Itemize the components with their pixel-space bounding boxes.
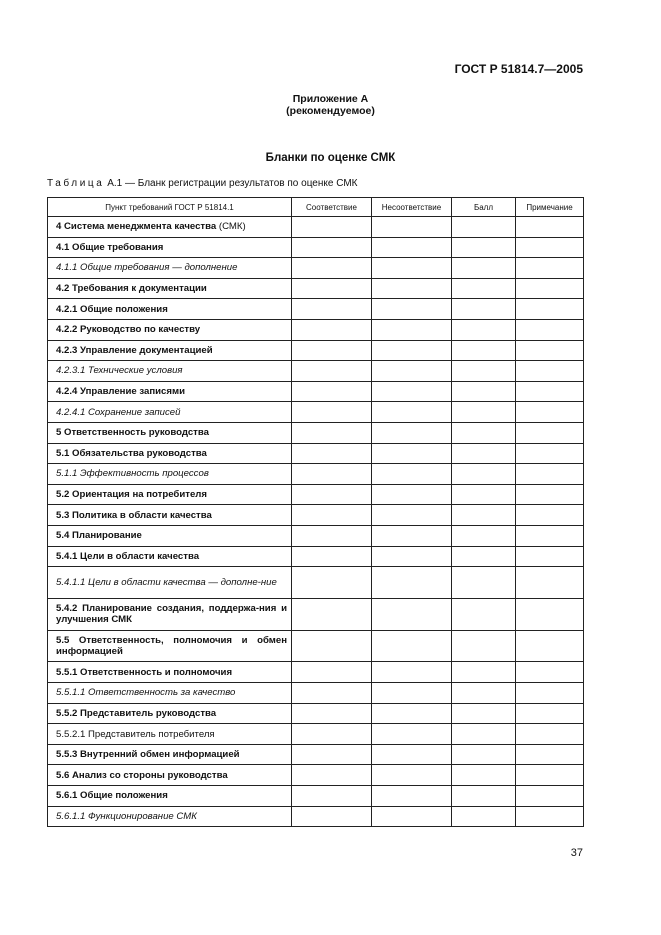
score-cell[interactable]	[452, 299, 516, 320]
document-title: Бланки по оценке СМК	[265, 152, 396, 164]
requirement-cell	[48, 567, 292, 599]
requirement-label: 4.1 Общие требования	[56, 241, 164, 253]
table-row	[48, 724, 584, 745]
requirement-cell	[48, 630, 292, 662]
noncompliance-cell[interactable]	[372, 319, 452, 340]
compliance-cell[interactable]	[292, 381, 372, 402]
score-cell[interactable]	[452, 703, 516, 724]
requirement-cell	[48, 546, 292, 567]
noncompliance-cell[interactable]	[372, 786, 452, 807]
note-cell[interactable]	[516, 598, 584, 630]
noncompliance-cell[interactable]	[372, 567, 452, 599]
compliance-cell[interactable]	[292, 744, 372, 765]
score-cell[interactable]	[452, 278, 516, 299]
noncompliance-cell[interactable]	[372, 703, 452, 724]
compliance-cell[interactable]	[292, 683, 372, 704]
table-caption	[47, 178, 357, 189]
compliance-cell[interactable]	[292, 567, 372, 599]
compliance-cell[interactable]	[292, 258, 372, 279]
requirement-cell	[48, 744, 292, 765]
requirement-label: 5.6.1 Общие положения	[56, 790, 168, 802]
note-cell[interactable]	[516, 765, 584, 786]
noncompliance-cell[interactable]	[372, 630, 452, 662]
score-cell[interactable]	[452, 505, 516, 526]
requirement-cell	[48, 278, 292, 299]
compliance-cell[interactable]	[292, 525, 372, 546]
noncompliance-cell[interactable]	[372, 505, 452, 526]
requirement-label: 5.5.2.1 Представитель потребителя	[56, 728, 215, 740]
table-row	[48, 683, 584, 704]
requirement-label: 5.4.1.1 Цели в области качества — дополне-ние	[56, 576, 277, 588]
requirement-cell	[48, 361, 292, 382]
table-row	[48, 765, 584, 786]
score-cell[interactable]	[452, 546, 516, 567]
score-cell[interactable]	[452, 443, 516, 464]
score-cell[interactable]	[452, 361, 516, 382]
requirement-label: 5 Ответственность руководства	[56, 427, 209, 439]
compliance-cell[interactable]	[292, 422, 372, 443]
compliance-cell[interactable]	[292, 806, 372, 827]
score-cell[interactable]	[452, 402, 516, 423]
score-cell[interactable]	[452, 724, 516, 745]
appendix-title: Приложение А	[292, 93, 369, 105]
note-cell[interactable]	[516, 217, 584, 238]
table-row	[48, 505, 584, 526]
noncompliance-cell[interactable]	[372, 598, 452, 630]
requirement-label: 5.1 Обязательства руководства	[56, 447, 207, 459]
requirement-label: 4.2.1 Общие положения	[56, 303, 168, 315]
noncompliance-cell[interactable]	[372, 258, 452, 279]
requirement-cell	[48, 258, 292, 279]
noncompliance-cell[interactable]	[372, 546, 452, 567]
requirement-label: 5.6 Анализ со стороны руководства	[56, 769, 228, 781]
note-cell[interactable]	[516, 402, 584, 423]
noncompliance-cell[interactable]	[372, 422, 452, 443]
noncompliance-cell[interactable]	[372, 361, 452, 382]
note-cell[interactable]	[516, 422, 584, 443]
requirement-label-suffix: (СМК)	[216, 221, 246, 233]
requirement-cell	[48, 703, 292, 724]
requirement-cell	[48, 765, 292, 786]
note-cell[interactable]	[516, 258, 584, 279]
table-row	[48, 786, 584, 807]
noncompliance-cell[interactable]	[372, 683, 452, 704]
compliance-cell[interactable]	[292, 237, 372, 258]
note-cell[interactable]	[516, 299, 584, 320]
note-cell[interactable]	[516, 464, 584, 485]
compliance-cell[interactable]	[292, 319, 372, 340]
score-cell[interactable]	[452, 237, 516, 258]
table-row	[48, 598, 584, 630]
table-row	[48, 484, 584, 505]
table-row	[48, 806, 584, 827]
compliance-cell[interactable]	[292, 505, 372, 526]
noncompliance-cell[interactable]	[372, 525, 452, 546]
score-cell[interactable]	[452, 381, 516, 402]
requirement-label: 4.2.3 Управление документацией	[56, 344, 213, 356]
note-cell[interactable]	[516, 319, 584, 340]
note-cell[interactable]	[516, 806, 584, 827]
requirement-cell	[48, 806, 292, 827]
note-cell[interactable]	[516, 340, 584, 361]
requirement-label: 4.2 Требования к документации	[56, 283, 207, 295]
score-cell[interactable]	[452, 258, 516, 279]
requirement-label: 5.1.1 Эффективность процессов	[56, 468, 209, 480]
note-cell[interactable]	[516, 505, 584, 526]
table-row	[48, 237, 584, 258]
score-cell[interactable]	[452, 484, 516, 505]
noncompliance-cell[interactable]	[372, 484, 452, 505]
table-row	[48, 744, 584, 765]
requirement-label: 5.5.3 Внутренний обмен информацией	[56, 749, 240, 761]
assessment-table	[47, 197, 584, 827]
table-row	[48, 258, 584, 279]
requirement-label: 4.2.3.1 Технические условия	[56, 365, 183, 377]
requirement-cell	[48, 402, 292, 423]
requirement-cell	[48, 464, 292, 485]
page-number: 37	[570, 847, 583, 859]
noncompliance-cell[interactable]	[372, 744, 452, 765]
compliance-cell[interactable]	[292, 464, 372, 485]
table-row	[48, 630, 584, 662]
compliance-cell[interactable]	[292, 217, 372, 238]
score-cell[interactable]	[452, 806, 516, 827]
requirement-cell	[48, 662, 292, 683]
table-row	[48, 278, 584, 299]
noncompliance-cell[interactable]	[372, 724, 452, 745]
table-row	[48, 662, 584, 683]
compliance-cell[interactable]	[292, 361, 372, 382]
score-cell[interactable]	[452, 525, 516, 546]
table-header-row	[48, 198, 584, 217]
compliance-cell[interactable]	[292, 443, 372, 464]
compliance-cell[interactable]	[292, 598, 372, 630]
noncompliance-cell[interactable]	[372, 443, 452, 464]
requirement-cell	[48, 724, 292, 745]
requirement-label: 5.6.1.1 Функционирование СМК	[56, 810, 197, 822]
note-cell[interactable]	[516, 237, 584, 258]
table-row	[48, 422, 584, 443]
table-row	[48, 402, 584, 423]
note-cell[interactable]	[516, 744, 584, 765]
note-cell[interactable]	[516, 546, 584, 567]
score-cell[interactable]	[452, 567, 516, 599]
compliance-cell[interactable]	[292, 546, 372, 567]
requirement-label: 5.5 Ответственность, полномочия и обмен информацией	[56, 635, 287, 658]
requirement-cell	[48, 381, 292, 402]
compliance-cell[interactable]	[292, 662, 372, 683]
score-cell[interactable]	[452, 630, 516, 662]
requirement-cell	[48, 786, 292, 807]
table-row	[48, 525, 584, 546]
note-cell[interactable]	[516, 786, 584, 807]
requirement-label: 5.5.1 Ответственность и полномочия	[56, 666, 233, 678]
noncompliance-cell[interactable]	[372, 806, 452, 827]
requirement-cell	[48, 237, 292, 258]
requirement-label: 5.5.2 Представитель руководства	[56, 707, 217, 719]
requirement-label: 5.3 Политика в области качества	[56, 509, 212, 521]
table-row	[48, 546, 584, 567]
requirement-label: 5.5.1.1 Ответственность за качество	[56, 687, 236, 699]
compliance-cell[interactable]	[292, 299, 372, 320]
compliance-cell[interactable]	[292, 786, 372, 807]
noncompliance-cell[interactable]	[372, 381, 452, 402]
requirement-cell	[48, 422, 292, 443]
requirement-label: 4.2.2 Руководство по качеству	[56, 324, 201, 336]
noncompliance-cell[interactable]	[372, 278, 452, 299]
column-header-requirement: Пункт требований ГОСТ Р 51814.1	[48, 198, 292, 217]
compliance-cell[interactable]	[292, 630, 372, 662]
requirement-label: 5.4.2 Планирование создания, поддержа-ния и улучшения СМК	[56, 603, 287, 626]
requirement-label: 4.2.4 Управление записями	[56, 386, 185, 398]
note-cell[interactable]	[516, 278, 584, 299]
compliance-cell[interactable]	[292, 402, 372, 423]
note-cell[interactable]	[516, 630, 584, 662]
column-header-compliance: Соответствие	[292, 198, 372, 217]
standard-number: ГОСТ Р 51814.7—2005	[454, 62, 583, 76]
score-cell[interactable]	[452, 765, 516, 786]
note-cell[interactable]	[516, 567, 584, 599]
compliance-cell[interactable]	[292, 484, 372, 505]
requirement-label: 5.2 Ориентация на потребителя	[56, 489, 207, 501]
requirement-cell	[48, 319, 292, 340]
note-cell[interactable]	[516, 484, 584, 505]
table-row	[48, 381, 584, 402]
table-row	[48, 217, 584, 238]
table-row	[48, 567, 584, 599]
note-cell[interactable]	[516, 525, 584, 546]
score-cell[interactable]	[452, 662, 516, 683]
score-cell[interactable]	[452, 598, 516, 630]
score-cell[interactable]	[452, 464, 516, 485]
requirement-label: 4 Система менеджмента качества	[56, 221, 217, 233]
requirement-label: 4.1.1 Общие требования — дополнение	[56, 262, 238, 274]
compliance-cell[interactable]	[292, 724, 372, 745]
requirement-cell	[48, 484, 292, 505]
table-row	[48, 340, 584, 361]
requirement-cell	[48, 340, 292, 361]
noncompliance-cell[interactable]	[372, 662, 452, 683]
requirement-cell	[48, 525, 292, 546]
score-cell[interactable]	[452, 422, 516, 443]
table-row	[48, 464, 584, 485]
note-cell[interactable]	[516, 683, 584, 704]
requirement-cell	[48, 217, 292, 238]
column-header-note: Примечание	[516, 198, 584, 217]
requirement-label: 5.4.1 Цели в области качества	[56, 550, 200, 562]
caption-prefix: Таблица	[47, 178, 105, 189]
requirement-cell	[48, 598, 292, 630]
noncompliance-cell[interactable]	[372, 237, 452, 258]
column-header-noncompliance: Несоответствие	[372, 198, 452, 217]
note-cell[interactable]	[516, 703, 584, 724]
requirement-cell	[48, 683, 292, 704]
column-header-score: Балл	[452, 198, 516, 217]
compliance-cell[interactable]	[292, 765, 372, 786]
noncompliance-cell[interactable]	[372, 340, 452, 361]
noncompliance-cell[interactable]	[372, 402, 452, 423]
compliance-cell[interactable]	[292, 278, 372, 299]
table-row	[48, 443, 584, 464]
requirement-label: 5.4 Планирование	[56, 530, 142, 542]
score-cell[interactable]	[452, 744, 516, 765]
note-cell[interactable]	[516, 662, 584, 683]
note-cell[interactable]	[516, 361, 584, 382]
note-cell[interactable]	[516, 724, 584, 745]
compliance-cell[interactable]	[292, 340, 372, 361]
score-cell[interactable]	[452, 340, 516, 361]
table-body	[48, 217, 584, 827]
table-row	[48, 361, 584, 382]
noncompliance-cell[interactable]	[372, 765, 452, 786]
requirement-cell	[48, 443, 292, 464]
compliance-cell[interactable]	[292, 703, 372, 724]
score-cell[interactable]	[452, 786, 516, 807]
caption-text: А.1 — Бланк регистрации результатов по оценке СМК	[104, 178, 358, 189]
table-row	[48, 319, 584, 340]
appendix-heading	[0, 93, 661, 117]
table-row	[48, 703, 584, 724]
table-row	[48, 299, 584, 320]
score-cell[interactable]	[452, 683, 516, 704]
score-cell[interactable]	[452, 319, 516, 340]
note-cell[interactable]	[516, 443, 584, 464]
appendix-subtitle: (рекомендуемое)	[286, 105, 375, 117]
requirement-cell	[48, 299, 292, 320]
score-cell[interactable]	[452, 217, 516, 238]
noncompliance-cell[interactable]	[372, 299, 452, 320]
noncompliance-cell[interactable]	[372, 464, 452, 485]
requirement-cell	[48, 505, 292, 526]
noncompliance-cell[interactable]	[372, 217, 452, 238]
note-cell[interactable]	[516, 381, 584, 402]
requirement-label: 4.2.4.1 Сохранение записей	[56, 406, 181, 418]
